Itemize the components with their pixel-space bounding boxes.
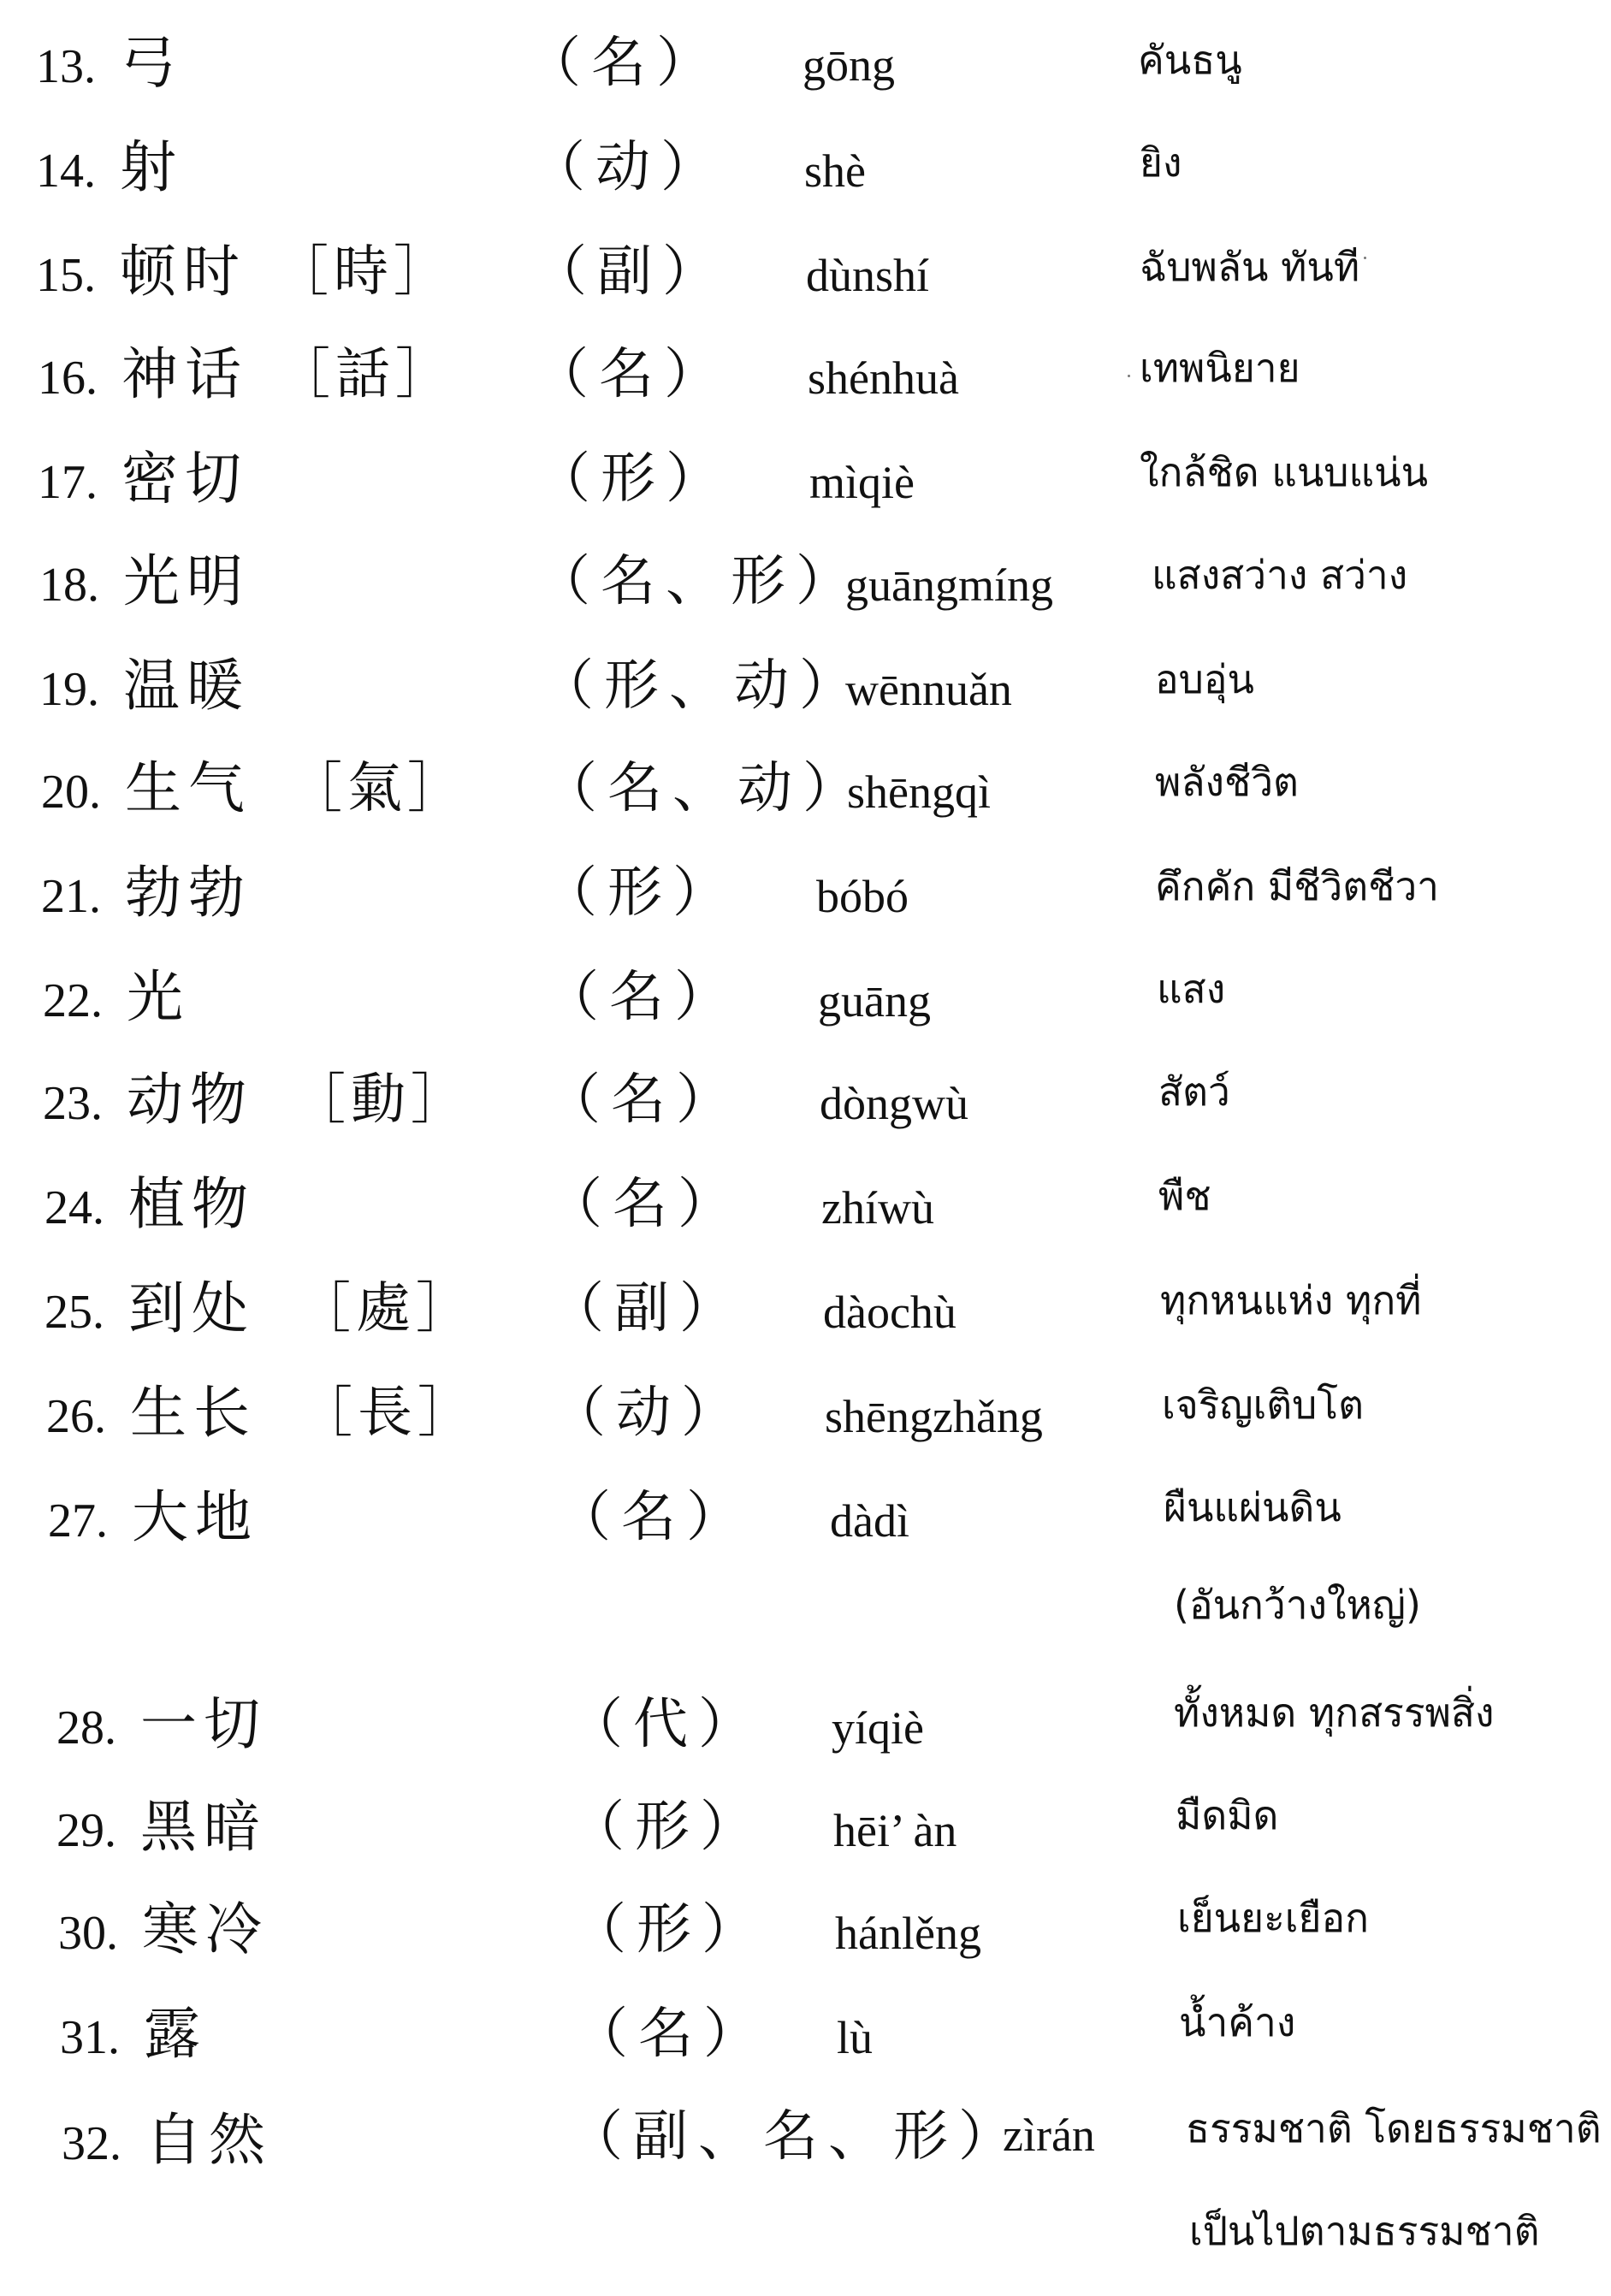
vocab-entry [0,1165,1611,1268]
entry-word: 大地 [132,1484,258,1550]
entry-thai: ฉับพลัน ทันที [1140,244,1360,290]
entry-thai: มืดมิด [1176,1792,1279,1838]
vocab-entry [0,1269,1611,1372]
entry-pinyin: shēngzhǎng [825,1391,1043,1442]
entry-part-of-speech: （名、动） [542,757,868,820]
entry-traditional: ［氣］ [287,757,467,820]
entry-traditional: ［時］ [274,240,453,304]
entry-thai: ใกล้ชิด แนบแน่น [1140,449,1429,495]
entry-pinyin: zhíwù [821,1182,934,1234]
entry-traditional: ［話］ [275,343,455,406]
entry-pinyin: dòngwù [820,1078,968,1129]
vocab-entry-continuation [0,1571,1611,1673]
vocab-entry [0,1374,1611,1476]
entry-traditional: ［處］ [296,1277,476,1340]
entry-number: 16. [38,352,98,405]
entry-pinyin: bóbó [816,871,909,922]
entry-number: 26. [46,1390,106,1443]
entry-number: 15. [36,249,96,302]
entry-word: 温暖 [123,653,250,719]
entry-number: 17. [38,456,98,509]
entry-number: 22. [43,974,103,1027]
entry-word: 露 [144,2001,207,2067]
entry-pinyin: lù [837,2012,874,2063]
entry-traditional: ［長］ [298,1382,477,1445]
entry-thai: พืช [1158,1173,1211,1219]
entry-number: 29. [56,1804,116,1857]
entry-word: 生气 [125,755,252,821]
entry-part-of-speech: （形） [570,1796,765,1859]
entry-number: 19. [39,663,99,716]
entry-word: 黑暗 [140,1794,267,1860]
entry-thai: แสงสว่าง สว่าง [1152,552,1408,598]
entry-word: 寒冷 [142,1897,269,1962]
vocab-entry [0,1788,1611,1891]
vocab-entry [0,542,1611,645]
vocab-entry [0,1891,1611,1993]
entry-pinyin: yíqiè [832,1702,924,1754]
entry-thai: (อันกว้างใหญ่) [1174,1582,1421,1628]
entry-number: 30. [58,1907,118,1960]
entry-part-of-speech: （动） [530,136,726,199]
entry-word: 神话 [121,341,248,407]
entry-part-of-speech: （名） [546,1068,741,1132]
entry-thai: สัตว์ [1158,1068,1230,1115]
entry-number: 31. [60,2011,120,2064]
vocab-entry [0,647,1611,749]
entry-thai: คันธนู [1138,37,1242,83]
entry-pinyin: dàdì [830,1495,909,1547]
entry-pinyin: dàochù [823,1287,957,1338]
entry-number: 18. [39,559,99,612]
entry-pinyin: guāngmíng [845,559,1053,611]
entry-part-of-speech: （名） [534,343,729,406]
entry-pinyin: shè [804,145,866,197]
entry-pinyin: shénhuà [808,352,959,404]
entry-part-of-speech: （代） [568,1693,763,1756]
entry-number: 25. [44,1286,104,1339]
entry-part-of-speech: （动） [551,1382,746,1445]
vocab-entry [0,335,1611,438]
entry-word: 勃勃 [125,860,252,926]
entry-number: 32. [62,2117,121,2170]
vocab-entry [0,1995,1611,2098]
vocab-entry [0,854,1611,956]
vocab-entry [0,233,1611,335]
entry-part-of-speech: （形、动） [539,654,864,718]
entry-thai: คึกคัก มีชีวิตชีวา [1155,863,1439,909]
entry-pinyin: mìqiè [809,457,915,508]
entry-pinyin: wēnnuǎn [845,664,1012,715]
entry-word: 光明 [123,548,250,614]
entry-pinyin: zìrán [1003,2110,1095,2161]
entry-word: 密切 [121,446,248,512]
vocab-entry-continuation [0,2193,1611,2296]
entry-pinyin: shēngqì [847,766,991,818]
entry-part-of-speech: （形） [572,1898,767,1962]
entry-number: 23. [43,1077,103,1130]
entry-part-of-speech: （名、形） [536,550,861,613]
entry-number: 28. [56,1701,116,1755]
entry-thai: ผืนแผ่นดิน [1164,1484,1342,1530]
entry-number: 14. [36,145,96,198]
entry-thai: น้ำค้าง [1179,1999,1296,2045]
entry-word: 植物 [128,1171,255,1237]
entry-thai: เย็นยะเยือก [1177,1895,1369,1941]
vocab-entry [0,749,1611,852]
vocab-entry [0,1061,1611,1163]
entry-thai: แสง [1157,966,1226,1012]
entry-word: 顿时 [120,239,246,305]
entry-part-of-speech: （名） [556,1486,751,1549]
scan-speck [1364,257,1366,259]
entry-thai: ทุกหนแห่ง ทุกที่ [1160,1277,1422,1323]
entry-word: 到处 [128,1275,255,1341]
entry-word: 光 [127,964,190,1030]
entry-part-of-speech: （名） [526,32,721,95]
entry-word: 一切 [140,1691,267,1757]
entry-number: 21. [41,870,101,923]
entry-part-of-speech: （形） [536,447,731,511]
entry-part-of-speech: （副） [532,240,727,304]
vocab-entry [0,24,1611,127]
entry-part-of-speech: （名） [548,1173,743,1236]
entry-thai: เป็นไปตามธรรมชาติ [1189,2208,1540,2254]
vocab-entry [0,1685,1611,1788]
entry-thai: เจริญเติบโต [1162,1382,1364,1428]
entry-number: 24. [44,1181,104,1234]
entry-part-of-speech: （副） [549,1277,744,1340]
vocab-entry [0,440,1611,542]
entry-pinyin: hánlěng [835,1908,981,1959]
entry-part-of-speech: （名） [573,2003,768,2066]
entry-part-of-speech: （形） [542,861,737,925]
scan-speck [1128,375,1130,377]
entry-word: 弓 [120,30,183,96]
entry-thai: ธรรมชาติ โดยธรรมชาติ [1186,2105,1602,2151]
entry-part-of-speech: （名） [544,966,739,1029]
entry-traditional: ［動］ [291,1068,471,1132]
entry-thai: เทพนิยาย [1140,345,1300,391]
entry-word: 自然 [145,2107,272,2173]
entry-number: 27. [48,1494,108,1547]
entry-word: 射 [120,134,183,200]
vocab-entry [0,128,1611,231]
entry-word: 生长 [130,1380,257,1446]
entry-word: 动物 [127,1067,253,1133]
entry-thai: ทั้งหมด ทุกสรรพสิ่ง [1174,1689,1495,1736]
vocab-entry [0,958,1611,1061]
entry-number: 20. [41,766,101,819]
entry-thai: ยิง [1140,139,1182,186]
entry-thai: พลังชีวิต [1155,759,1299,805]
entry-pinyin: guāng [818,975,931,1027]
entry-pinyin: dùnshí [806,250,930,301]
entry-pinyin: hēi’ àn [833,1805,957,1856]
entry-pinyin: gōng [803,39,895,91]
entry-number: 13. [36,40,96,93]
entry-part-of-speech: （副、名、形） [568,2105,1023,2169]
entry-thai: อบอุ่น [1155,656,1254,702]
